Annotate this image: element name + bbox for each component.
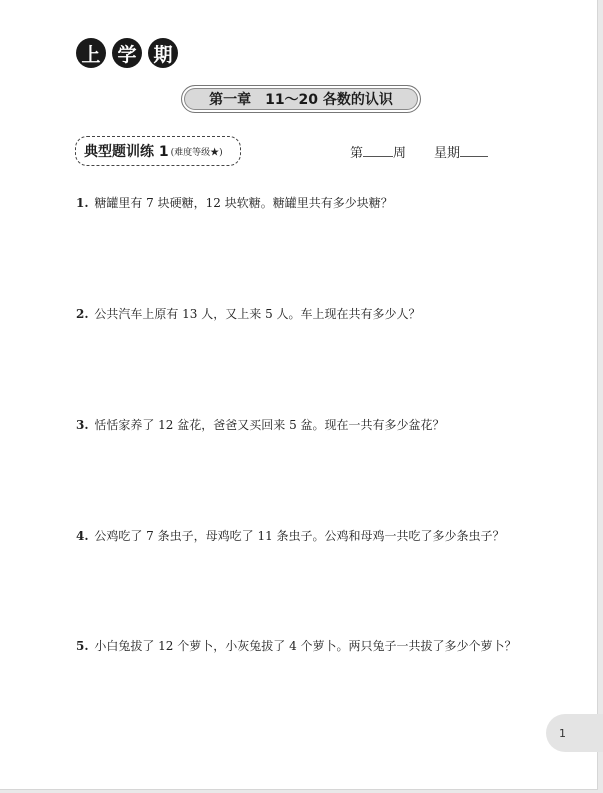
question-number: 5. <box>76 639 89 653</box>
chapter-title: 第一章 11～20 各数的认识 <box>181 85 421 113</box>
question-text: 公共汽车上原有 13 人，又上来 5 人。车上现在共有多少人？ <box>94 307 421 321</box>
question-text: 恬恬家养了 12 盆花，爸爸又买回来 5 盆。现在一共有多少盆花？ <box>94 418 445 432</box>
question-item <box>76 416 445 433</box>
weekday-blank <box>460 144 488 157</box>
week-prefix: 第 <box>350 146 364 161</box>
semester-char: 期 <box>148 38 178 68</box>
question-item <box>76 194 393 211</box>
semester-char: 上 <box>76 38 106 68</box>
weekday-label: 星期 <box>434 146 461 161</box>
question-number: 2. <box>76 307 89 321</box>
training-title: 典型题训练 1 <box>84 144 169 160</box>
page-number: 1 <box>559 726 566 740</box>
question-number: 4. <box>76 529 89 543</box>
question-text: 糖罐里有 7 块硬糖，12 块软糖。糖罐里共有多少块糖？ <box>94 196 393 210</box>
training-label <box>75 136 241 166</box>
question-number: 3. <box>76 418 89 432</box>
semester-char: 学 <box>112 38 142 68</box>
question-item <box>76 527 505 544</box>
question-text: 小白兔拔了 12 个萝卜，小灰兔拔了 4 个萝卜。两只兔子一共拔了多少个萝卜？ <box>94 639 517 653</box>
semester-title <box>76 38 178 68</box>
question-text: 公鸡吃了 7 条虫子，母鸡吃了 11 条虫子。公鸡和母鸡一共吃了多少条虫子？ <box>94 529 505 543</box>
week-suffix: 周 <box>393 146 407 161</box>
week-blank <box>363 144 393 157</box>
question-number: 1. <box>76 196 89 210</box>
page-number-tab <box>546 714 603 752</box>
question-item <box>76 637 517 654</box>
schedule-line <box>350 142 488 161</box>
question-item <box>76 305 421 322</box>
difficulty-level: (难度等级★) <box>170 147 223 158</box>
